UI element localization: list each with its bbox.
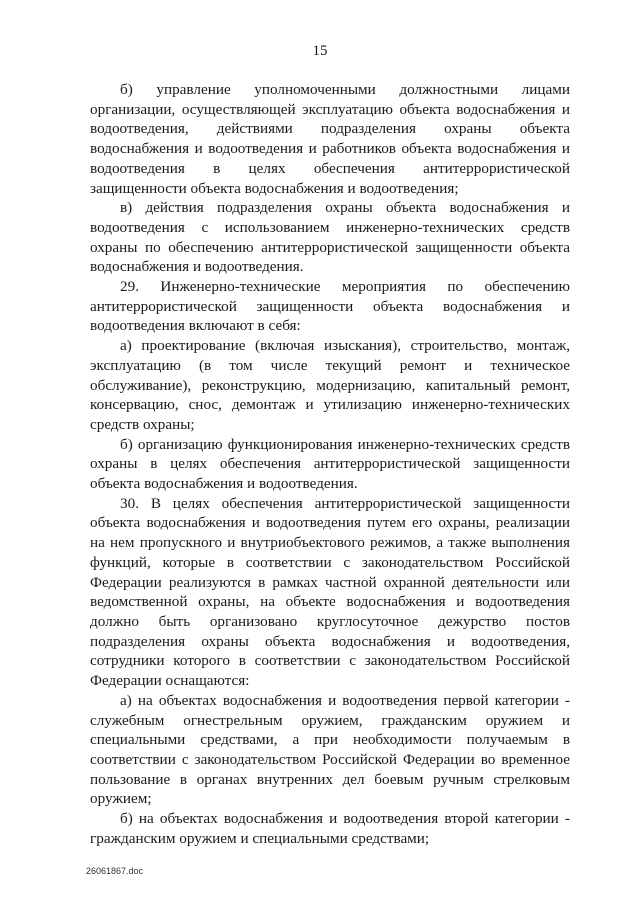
paragraph-29-engineering-measures: 29. Инженерно-технические мероприятия по обеспечению антитеррористической защищенности объекта водоснабжения и водоотведения включают в себя: — [90, 278, 570, 335]
document-body — [90, 80, 570, 848]
paragraph-a-first-category: а) на объектах водоснабжения и водоотведения первой категории - служебным огнестрельным оружием, гражданским оружием и специальными средствами, а при необходимости получаемым в соответствии с законодательством Российской Федерации во временное пользование в органах внутренних дел боевым ручным стрелковым оружием; — [90, 691, 570, 808]
paragraph-v-actions: в) действия подразделения охраны объекта водоснабжения и водоотведения с использованием инженерно-технических средств охраны по обеспечению антитеррористической защищенности объекта водоснабжения и водоотведения. — [90, 199, 570, 276]
paragraph-a-design-construction: а) проектирование (включая изыскания), строительство, монтаж, эксплуатацию (в том числе текущий ремонт и техническое обслуживание), реконструкцию, модернизацию, капитальный ремонт, консервацию, снос, демонтаж и утилизацию инженерно-технических средств охраны; — [90, 337, 570, 433]
paragraph-30-guard-posts: 30. В целях обеспечения антитеррористической защищенности объекта водоснабжения и водоотведения путем его охраны, реализации на нем пропускного и внутриобъектового режимов, а также выполнения функций, которые в соответствии с законодательством Российской Федерации реализуются в рамках частной охранной деятельности или ведомственной охраны, на объекте водоснабжения и водоотведения должно быть организовано круглосуточное дежурство постов подразделения охраны объекта водоснабжения и водоотведения, сотрудники которого в соответствии с законодательством Российской Федерации оснащаются: — [90, 494, 570, 690]
page-number: 15 — [312, 43, 328, 59]
file-name-footer: 26061867.doc — [86, 866, 144, 876]
paragraph-b-functioning: б) организацию функционирования инженерно-технических средств охраны в целях обеспечения антитеррористической защищенности объекта водоснабжения и водоотведения. — [90, 435, 570, 493]
paragraph-b-second-category: б) на объектах водоснабжения и водоотведения второй категории - гражданским оружием и специальными средствами; — [90, 810, 570, 847]
paragraph-b-management: б) управление уполномоченными должностными лицами организации, осуществляющей эксплуатацию объекта водоснабжения и водоотведения, действиями подразделения охраны объекта водоснабжения и водоотведения и работников объекта водоснабжения и водоотведения в целях обеспечения антитеррористической защищенности объекта водоснабжения и водоотведения; — [90, 81, 570, 197]
